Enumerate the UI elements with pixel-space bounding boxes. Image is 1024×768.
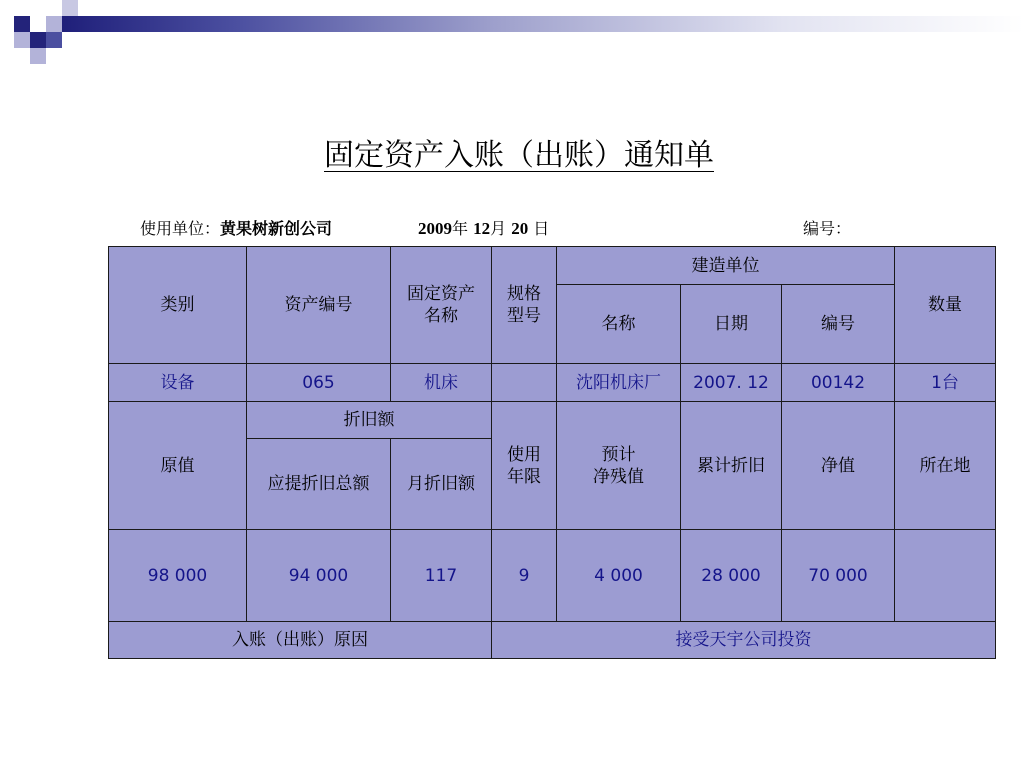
life-value: 9 xyxy=(492,530,557,622)
asset-notice-table xyxy=(108,246,996,659)
deco-square xyxy=(62,0,78,16)
builder-header: 建造单位 xyxy=(557,247,895,285)
category-header: 类别 xyxy=(109,247,247,364)
spec-header: 规格 型号 xyxy=(492,247,557,364)
asset-name-header: 固定资产 名称 xyxy=(391,247,492,364)
date-day: 20 xyxy=(511,219,529,238)
deco-gradient-bar xyxy=(62,16,1024,32)
quantity-header: 数量 xyxy=(895,247,996,364)
number-label: 编号： xyxy=(803,219,852,238)
asset-no-value: 065 xyxy=(247,364,391,402)
unit-line xyxy=(140,218,332,240)
date-year-char: 年 xyxy=(452,219,474,238)
builder-name-header: 名称 xyxy=(557,285,681,364)
deco-square xyxy=(30,48,46,64)
builder-date-header: 日期 xyxy=(681,285,782,364)
builder-date-value: 2007. 12 xyxy=(681,364,782,402)
deco-square xyxy=(14,16,30,32)
reason-label: 入账（出账）原因 xyxy=(109,622,492,659)
date-day-char: 日 xyxy=(528,219,550,238)
category-value: 设备 xyxy=(109,364,247,402)
builder-no-header: 编号 xyxy=(782,285,895,364)
asset-name-value: 机床 xyxy=(391,364,492,402)
life-header: 使用 年限 xyxy=(492,402,557,530)
page-title: 固定资产入账（出账）通知单 xyxy=(324,138,714,173)
reason-value: 接受天宇公司投资 xyxy=(492,622,996,659)
deco-square xyxy=(46,16,62,32)
builder-name-value: 沈阳机床厂 xyxy=(557,364,681,402)
date-line xyxy=(418,218,549,240)
unit-label: 使用单位： xyxy=(140,219,221,238)
depreciation-header: 折旧额 xyxy=(247,402,492,439)
accumulated-header: 累计折旧 xyxy=(681,402,782,530)
builder-no-value: 00142 xyxy=(782,364,895,402)
asset-no-header: 资产编号 xyxy=(247,247,391,364)
spec-value xyxy=(492,364,557,402)
location-header: 所在地 xyxy=(895,402,996,530)
deco-square xyxy=(30,32,46,48)
total-depr-value: 94 000 xyxy=(247,530,391,622)
location-value xyxy=(895,530,996,622)
date-month-char: 月 xyxy=(490,219,512,238)
unit-value: 黄果树新创公司 xyxy=(220,219,333,238)
deco-square xyxy=(14,32,30,48)
date-year: 2009 xyxy=(418,219,452,238)
residual-value: 4 000 xyxy=(557,530,681,622)
original-value: 98 000 xyxy=(109,530,247,622)
date-month: 12 xyxy=(473,219,491,238)
accumulated-value: 28 000 xyxy=(681,530,782,622)
original-value-header: 原值 xyxy=(109,402,247,530)
residual-header: 预计 净残值 xyxy=(557,402,681,530)
total-depr-header: 应提折旧总额 xyxy=(247,439,391,530)
net-value-header: 净值 xyxy=(782,402,895,530)
monthly-depr-value: 117 xyxy=(391,530,492,622)
net-value: 70 000 xyxy=(782,530,895,622)
quantity-value: 1台 xyxy=(895,364,996,402)
monthly-depr-header: 月折旧额 xyxy=(391,439,492,530)
deco-square xyxy=(46,32,62,48)
